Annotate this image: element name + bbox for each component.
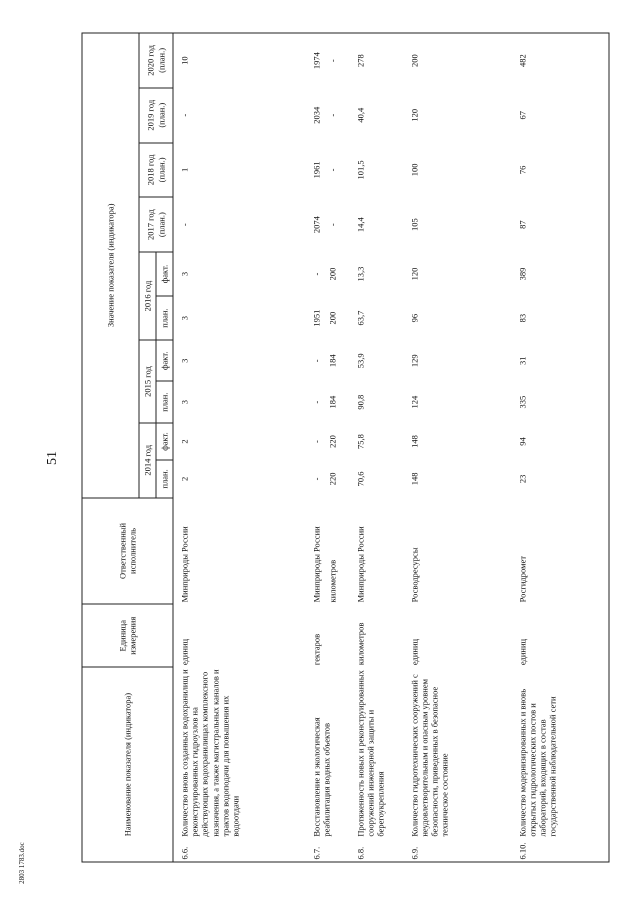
value-cell: 148	[408, 434, 419, 448]
value-cell: 124	[408, 395, 419, 409]
table-row	[509, 33, 609, 862]
value-top: 1974	[310, 51, 321, 69]
value-cell: 1	[179, 167, 189, 172]
header-name: Наименование показателя (индикатора)	[82, 667, 173, 862]
value-top: -	[310, 439, 321, 443]
value-cell: 23	[509, 460, 609, 497]
header-unit: Единица измерения	[82, 604, 173, 667]
value-cell: 63,7	[354, 310, 365, 326]
value-cell: 335	[509, 381, 609, 422]
value-bottom: -	[326, 222, 337, 226]
value-cell: 278	[349, 33, 401, 88]
header-2016: 2016 год	[139, 252, 156, 340]
row-name: Количество модернизированных и вновь открытых гидрологических постов и лабораторий, входящих в состав государственной наблюдательной сети	[509, 667, 609, 841]
row-number: 6.9.	[401, 840, 509, 861]
value-cell: 83	[509, 296, 609, 340]
value-bottom: -	[326, 58, 337, 62]
page-number: 51	[45, 451, 60, 465]
value-cell: 3	[179, 271, 189, 276]
row-number: 6.7.	[305, 840, 349, 861]
value-cell: 3	[179, 315, 189, 320]
header-2016-plan: план.	[156, 296, 173, 340]
row-name: Протяженность новых и реконструированных сооружений инженерной защиты и берегоукрепления	[354, 669, 385, 837]
value-top: 2074	[310, 215, 321, 233]
value-cell: 100	[408, 163, 419, 176]
value-cell	[305, 142, 349, 197]
row-number: 6.6.	[173, 840, 305, 861]
value-bottom: -	[326, 168, 337, 171]
value-cell	[305, 422, 349, 459]
value-bottom: 200	[326, 267, 337, 280]
row-executor: Минприроды России	[179, 525, 189, 602]
row-number: 6.10.	[509, 840, 609, 861]
table-row	[401, 33, 509, 862]
value-top: -	[310, 476, 321, 480]
row-name: Восстановление и экологическая реабилитация водных объектов	[310, 716, 331, 837]
table-row	[173, 33, 305, 862]
value-cell: 105	[408, 217, 419, 231]
executor-line: Минприроды России	[310, 525, 321, 602]
value-cell: 200	[401, 33, 509, 88]
value-cell: 90,8	[354, 394, 365, 410]
value-cell	[305, 340, 349, 381]
value-cell: 87	[509, 197, 609, 252]
row-unit: километров	[354, 622, 365, 665]
row-name: Количество гидротехнических сооружений с неудовлетворительным и опасным уровнем безопасности, приведенных в безопасное техническое состояние	[408, 673, 450, 837]
header-2014-plan: план.	[156, 460, 173, 497]
value-cell: 53,9	[354, 352, 365, 368]
table-row	[349, 33, 401, 862]
value-cell: 96	[408, 313, 419, 322]
header-2015: 2015 год	[139, 340, 156, 423]
row-executor	[305, 497, 349, 604]
header-2015-plan: план.	[156, 381, 173, 422]
value-cell: 67	[509, 87, 609, 142]
value-cell: -	[179, 222, 189, 226]
value-cell: 70,6	[354, 470, 365, 486]
value-cell: 482	[509, 33, 609, 88]
value-bottom: 184	[326, 395, 337, 409]
value-cell	[305, 33, 349, 88]
value-top: 1961	[310, 160, 321, 178]
header-2014-fact: факт.	[156, 422, 173, 459]
value-cell	[305, 381, 349, 422]
value-cell	[305, 252, 349, 296]
executor-sub-unit: километров	[326, 559, 337, 602]
row-name: Количество вновь созданных водохранилищ и реконструированных гидроузлов на действующих водохранилищах комплексного назначения, а также магистральных каналов и трактов водоподачи для повышения их водоотдачи	[179, 668, 240, 837]
header-executor: Ответственный исполнитель	[82, 497, 173, 604]
value-cell: 120	[408, 108, 419, 122]
value-cell: 3	[179, 358, 189, 363]
value-cell: -	[179, 113, 189, 117]
value-top: 1951	[310, 309, 321, 327]
value-top: -	[310, 400, 321, 404]
value-bottom: 200	[326, 311, 337, 324]
header-values-group: Значение показателя (индикатора)	[82, 33, 139, 498]
value-cell: 129	[408, 353, 419, 367]
header-2017: 2017 год (план.)	[139, 197, 173, 252]
value-cell: 75,8	[354, 433, 365, 449]
row-unit: гектаров	[310, 633, 321, 665]
value-cell: 10	[173, 33, 305, 88]
row-number: 6.8.	[349, 840, 401, 861]
row-executor: Росводресурсы	[408, 546, 419, 602]
value-cell: 40,4	[354, 107, 365, 123]
value-cell	[305, 296, 349, 340]
value-bottom: -	[326, 113, 337, 117]
value-cell	[305, 460, 349, 497]
value-cell: 31	[509, 340, 609, 381]
value-cell: 2	[179, 476, 189, 481]
document-id: 2803 1783.doc	[18, 842, 26, 884]
indicator-table-rotated	[81, 32, 610, 862]
value-cell	[305, 197, 349, 252]
header-2016-fact: факт.	[156, 252, 173, 296]
header-2015-fact: факт.	[156, 340, 173, 381]
header-2019: 2019 год (план.)	[139, 87, 173, 142]
row-executor: Росгидромет	[509, 497, 609, 604]
value-cell: 101,5	[354, 159, 365, 179]
row-unit: единиц	[509, 604, 609, 667]
header-2014: 2014 год	[139, 422, 156, 497]
value-top: -	[310, 272, 321, 275]
value-cell: 14,4	[354, 216, 365, 232]
value-bottom: 220	[326, 434, 337, 448]
value-cell: 2	[179, 438, 189, 444]
value-cell: 3	[179, 399, 189, 404]
indicator-table	[81, 32, 609, 862]
value-cell	[305, 87, 349, 142]
table-row	[305, 33, 349, 862]
value-bottom: 220	[326, 472, 337, 485]
value-bottom: 184	[326, 353, 337, 367]
row-executor: Минприроды России	[354, 525, 365, 602]
row-unit: единиц	[179, 638, 189, 665]
value-cell: 389	[509, 252, 609, 296]
value-cell: 148	[408, 472, 419, 485]
value-cell: 13,3	[354, 266, 365, 281]
value-cell: 94	[509, 422, 609, 459]
header-2020: 2020 год (план.)	[139, 33, 173, 88]
value-cell: 76	[509, 142, 609, 197]
value-top: 2034	[310, 106, 321, 124]
value-cell: 120	[408, 267, 419, 280]
header-2018: 2018 год (план.)	[139, 142, 173, 197]
value-top: -	[310, 358, 321, 362]
row-unit: единиц	[408, 638, 419, 665]
